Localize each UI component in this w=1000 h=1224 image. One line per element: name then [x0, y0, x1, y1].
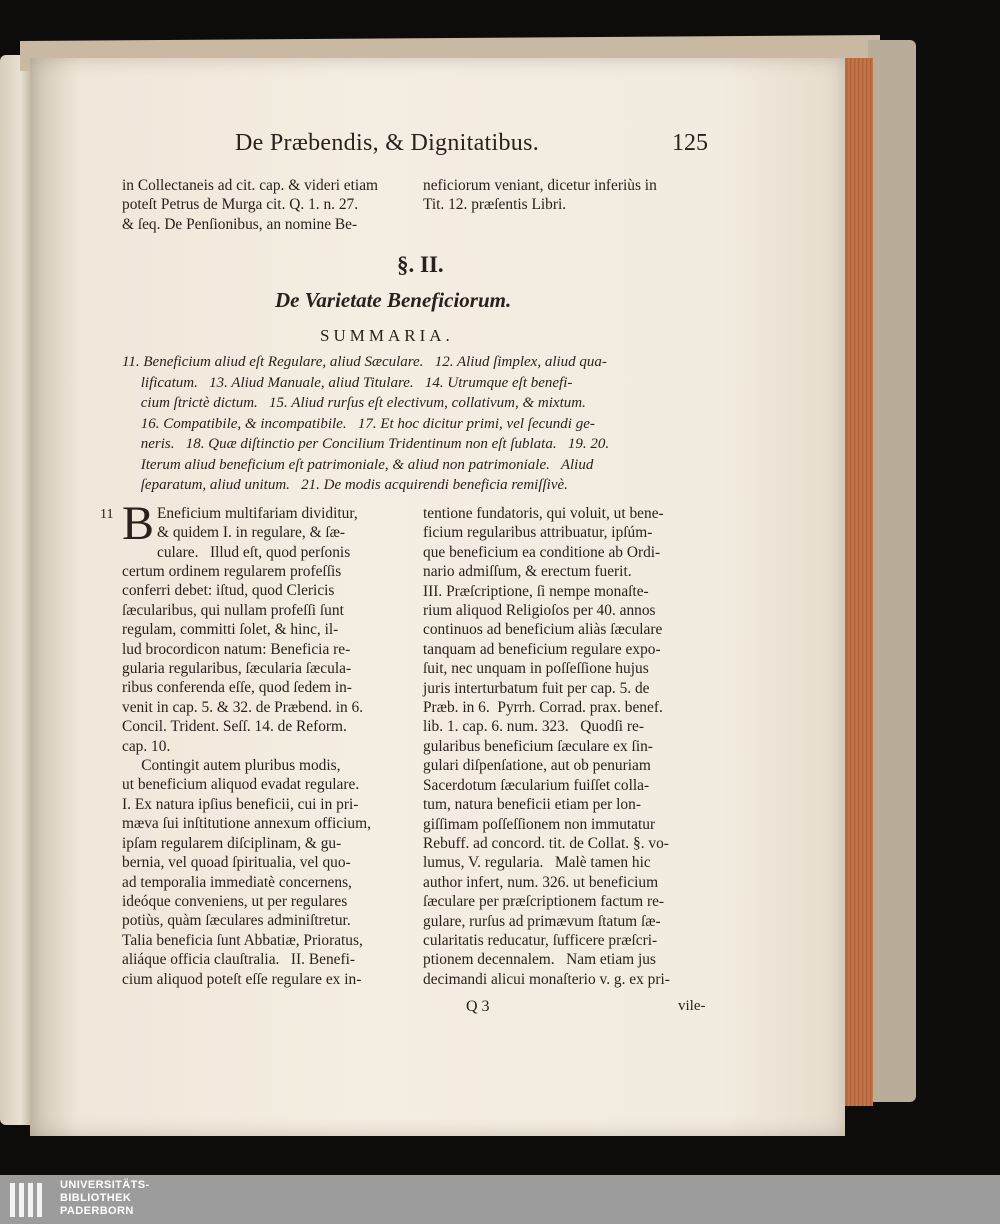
- left-page-edge: [0, 55, 34, 1125]
- top-right-text: neficiorum veniant, dicetur inferiùs in Tit. 12. præſentis Libri.: [423, 177, 657, 214]
- drop-cap: B: [122, 497, 155, 550]
- running-head: De Præbendis, & Dignitatibus.: [235, 130, 540, 156]
- body-left-column: certum ordinem regularem profeſſis conferri debet: iſtud, quod Clericis ſæcularibus, qui nullam profeſſi ſunt regulam, committi ſolet, & hinc, il- lud brocordicon natum: Beneficia re- gularia regularibus, ſæcularia ſæcula- ribus conferenda eſſe, quod ſedem in- venit in cap. 5. & 32. de Præbend. in 6. Concil. Trident. Seſſ. 14. de Reform. cap. 10. Contingit autem pluribus modis, ut beneficium aliquod evadat regulare. I. Ex natura ipſius beneficii, cui in pri- mæva ſui inſtitutione annexum officium, ipſam regularem diſciplinam, & gu- bernia, vel quoad ſpiritualia, vel quo- ad temporalia immediatè concernens, ideóque conveniens, ut per regulares potiùs, quàm ſæculares adminiſtretur. Talia beneficia ſunt Abbatiæ, Prioratus, aliáque officia clauſtralia. II. Benefi- cium aliquod poteſt eſſe regulare ex in-: [122, 563, 371, 988]
- top-left-text: in Collectaneis ad cit. cap. & videri etiam poteſt Petrus de Murga cit. Q. 1. n. 27. & ſeq. De Penſionibus, an nomine Be-: [122, 177, 378, 233]
- body-left-top: Eneficium multifariam dividitur, & quidem I. in regulare, & ſæ- culare. Illud eſt, quod perſonis: [157, 505, 358, 561]
- library-logo-text: UNIVERSITÄTS- BIBLIOTHEK PADERBORN: [60, 1179, 150, 1217]
- body-right-column: tentione fundatoris, qui voluit, ut bene- ficium regularibus attribuatur, ipſúm- que beneficium ea conditione ab Ordi- nario admiſſum, & erectum fuerit. III. Præſcriptione, ſi nempe monaſte- rium aliquod Religioſos per 40. annos continuos ad beneficium aliàs ſæculare tanquam ad beneficium regulare expo- ſuit, nec unquam in poſſeſſione hujus juris interturbatum fuit per cap. 5. de Præb. in 6. Pyrrh. Corrad. prax. benef. lib. 1. cap. 6. num. 323. Quodſi re- gularibus beneficium ſæculare ex ſin- gulari diſpenſatione, aut ob penuriam Sacerdotum ſæcularium fuiſſet colla- tum, natura beneficii etiam per lon- giſſimam poſſeſſionem non immutatur Rebuff. ad concord. tit. de Collat. §. vo- lumus, V. regularia. Malè tamen hic author infert, num. 326. ut beneficium ſæculare per præſcriptionem factum re- gulare, rurſus ad primævum ſtatum ſæ- cularitatis reducatur, ſufficere præſcri- ptionem decennalem. Nam etiam jus decimandi alicui monaſterio v. g. ex pri-: [423, 505, 670, 988]
- margin-number: 11: [100, 507, 114, 522]
- library-footer-bar: [0, 1175, 1000, 1224]
- section-number: §. II.: [397, 252, 444, 277]
- section-title: De Varietate Beneficiorum.: [275, 288, 512, 312]
- book-cover-edge: [868, 40, 916, 1102]
- page-number: 125: [672, 130, 708, 156]
- catchword: vile-: [678, 998, 706, 1014]
- library-logo-icon: [10, 1183, 50, 1217]
- summaria-heading: SUMMARIA.: [320, 326, 454, 345]
- signature-mark: Q 3: [466, 998, 490, 1015]
- summary-text: 11. Beneficium aliud eſt Regulare, aliud Sæculare. 12. Aliud ſimplex, aliud qua- lificatum. 13. Aliud Manuale, aliud Titulare. 14. Utrumque eſt benefi- cium ſtrictè dictum. 15. Aliud rurſus eſt electivum, collativum, & mixtum. 16. Compatibile, & incompatibile. 17. Et hoc dicitur primi, vel ſecundi ge- neris. 18. Quæ diſtinctio per Concilium Tridentinum non eſt ſublata. 19. 20. Iterum aliud beneficium eſt patrimoniale, & aliud non patrimoniale. Aliud ſeparatum, aliud unitum. 21. De modis acquirendi beneficia remiſſivè.: [122, 354, 610, 493]
